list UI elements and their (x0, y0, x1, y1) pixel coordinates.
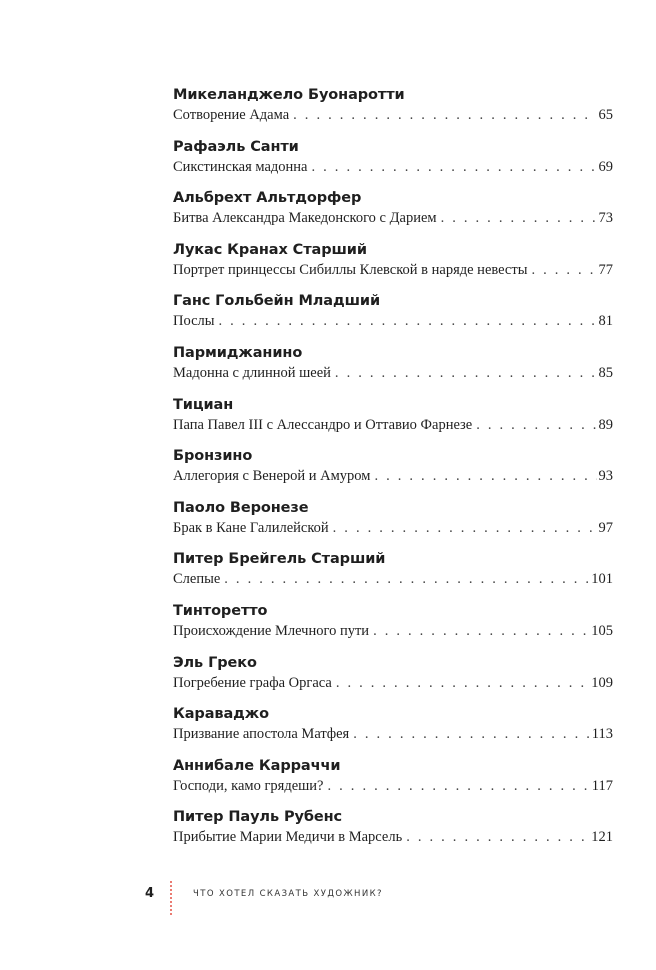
dot-leader (441, 209, 597, 227)
toc-entry[interactable] (173, 189, 613, 241)
dot-leader (328, 777, 590, 795)
artist-name: Альбрехт Альтдорфер (173, 190, 362, 207)
page-number: 77 (598, 261, 613, 278)
toc-entry[interactable] (173, 241, 613, 293)
artist-name: Микеланджело Буонаротти (173, 87, 405, 103)
work-line[interactable] (173, 158, 613, 176)
dot-leader (406, 828, 589, 846)
dotted-divider (170, 880, 172, 916)
dot-leader (219, 312, 597, 330)
work-line[interactable] (173, 622, 613, 640)
toc-entry[interactable] (173, 550, 613, 602)
dot-leader (333, 519, 597, 537)
page-number: 85 (598, 364, 613, 381)
work-title: Папа Павел III с Алессандро и Оттавио Фарнезе (173, 416, 473, 433)
work-title: Брак в Кане Галилейской (173, 519, 329, 536)
work-title: Прибытие Марии Медичи в Марсель (173, 829, 403, 846)
page-number: 109 (591, 674, 613, 691)
dot-leader (293, 106, 596, 124)
page-number: 65 (598, 107, 613, 123)
page-footer (0, 880, 656, 920)
running-title: ЧТО ХОТЕЛ СКАЗАТЬ ХУДОЖНИК? (193, 889, 383, 899)
dot-leader (374, 467, 596, 485)
toc-entry[interactable] (173, 138, 613, 190)
artist-name: Тинторетто (173, 602, 268, 619)
artist-name: Бронзино (173, 448, 253, 465)
work-line[interactable] (173, 106, 613, 124)
work-line[interactable] (173, 209, 613, 227)
dot-leader (373, 622, 589, 640)
page-number: 101 (591, 571, 613, 588)
work-line[interactable] (173, 570, 613, 588)
work-line[interactable] (173, 364, 613, 382)
toc-entry[interactable] (173, 654, 613, 706)
page-number: 105 (591, 622, 613, 639)
work-title: Портрет принцессы Сибиллы Клевской в наряде невесты (173, 261, 528, 278)
artist-name: Рафаэль Санти (173, 138, 299, 155)
work-title: Призвание апостола Матфея (173, 726, 350, 743)
toc-entry[interactable] (173, 396, 613, 448)
work-line[interactable] (173, 519, 613, 537)
artist-name: Питер Брейгель Старший (173, 551, 386, 568)
page-number: 69 (598, 158, 613, 175)
work-line[interactable] (173, 261, 613, 279)
work-title: Мадонна с длинной шеей (173, 364, 331, 381)
artist-name: Пармиджанино (173, 344, 303, 361)
dot-leader (224, 570, 589, 588)
toc-entry[interactable] (173, 86, 613, 138)
work-title: Происхождение Млечного пути (173, 622, 370, 639)
toc-entry[interactable] (173, 757, 613, 809)
folio-page-number: 4 (145, 886, 155, 901)
work-line[interactable] (173, 416, 613, 434)
toc-entry[interactable] (173, 705, 613, 757)
work-line[interactable] (173, 777, 613, 795)
work-title: Сикстинская мадонна (173, 158, 308, 175)
artist-name: Тициан (173, 396, 234, 413)
artist-name: Питер Пауль Рубенс (173, 809, 343, 826)
work-title: Битва Александра Македонского с Дарием (173, 210, 437, 227)
toc-entry[interactable] (173, 499, 613, 551)
toc-entry[interactable] (173, 808, 613, 860)
artist-name: Аннибале Карраччи (173, 757, 341, 774)
toc-entry[interactable] (173, 344, 613, 396)
dot-leader (335, 364, 597, 382)
page-number: 97 (598, 519, 613, 536)
work-title: Послы (173, 313, 215, 330)
page-number: 93 (598, 468, 613, 485)
work-title: Слепые (173, 571, 221, 588)
page-number: 81 (598, 313, 613, 330)
page-number: 117 (591, 777, 613, 794)
dot-leader (312, 158, 597, 176)
work-title: Погребение графа Оргаса (173, 674, 332, 691)
work-title: Сотворение Адама (173, 107, 290, 123)
toc-entry[interactable] (173, 602, 613, 654)
artist-name: Эль Греко (173, 654, 257, 671)
work-line[interactable] (173, 467, 613, 485)
artist-name: Лукас Кранах Старший (173, 241, 367, 258)
artist-name: Ганс Гольбейн Младший (173, 293, 381, 310)
artist-name: Караваджо (173, 706, 269, 723)
dot-leader (531, 261, 596, 279)
work-title: Аллегория с Венерой и Амуром (173, 468, 371, 485)
toc-entry[interactable] (173, 447, 613, 499)
work-title: Господи, камо грядеши? (173, 777, 324, 794)
page-number: 89 (598, 416, 613, 433)
dot-leader (353, 725, 590, 743)
toc-entry[interactable] (173, 292, 613, 344)
dot-leader (476, 416, 596, 434)
page-number: 113 (591, 726, 613, 743)
table-of-contents (173, 86, 613, 860)
artist-name: Паоло Веронезе (173, 499, 309, 516)
work-line[interactable] (173, 312, 613, 330)
work-line[interactable] (173, 828, 613, 846)
page-number: 121 (591, 829, 613, 846)
work-line[interactable] (173, 674, 613, 692)
dot-leader (336, 674, 589, 692)
page-number: 73 (598, 210, 613, 227)
work-line[interactable] (173, 725, 613, 743)
